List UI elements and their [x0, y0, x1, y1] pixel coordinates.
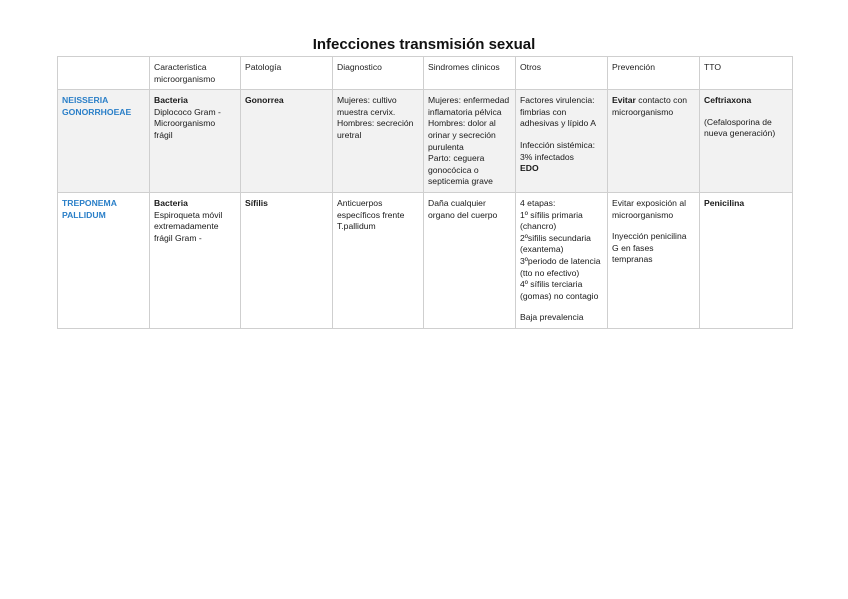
otros-line: 4 etapas:: [520, 197, 556, 208]
prevencion-bold: Evitar: [612, 95, 636, 106]
patologia-cell: [241, 192, 333, 328]
patologia-text: Gonorrea: [245, 95, 284, 106]
sindrome-line: Parto: ceguera gonocócica o septicemia grave: [428, 153, 493, 187]
caracteristica-cell: [150, 90, 241, 193]
patologia-cell: [241, 90, 333, 193]
header-sindromes: Sindromes clinicos: [424, 57, 516, 90]
otros-line: 3ºperiodo de latencia (tto no efectivo): [520, 255, 601, 278]
diagnostico-cell: [333, 192, 424, 328]
tto-drug: Penicilina: [704, 197, 745, 208]
sindrome-line: Mujeres: enfermedad inflamatoria pélvica: [428, 95, 510, 117]
otros-paragraph: Baja prevalencia: [520, 312, 584, 323]
page-title: Infecciones transmisión sexual: [312, 36, 536, 53]
prevencion-paragraph: Inyección penicilina G en fases tempranas: [612, 231, 687, 265]
prevencion-rest: contacto con microorganismo: [612, 95, 688, 117]
header-otros: Otros: [516, 57, 608, 90]
organism-cell: [58, 90, 150, 193]
header-diagnostico: Diagnostico: [333, 57, 424, 90]
prevencion-cell: [608, 192, 700, 328]
tto-cell: [700, 90, 793, 193]
diagnostico-text: Anticuerpos específicos frente T.pallidum: [337, 197, 405, 232]
caracteristica-line: Microorganismo frágil: [154, 118, 216, 140]
header-row: [58, 57, 793, 90]
tto-note: (Cefalosporina de nueva generación): [704, 116, 776, 139]
table-row: [58, 192, 793, 328]
otros-paragraph: Factores virulencia: fimbrias con adhesivas y lípido A: [520, 95, 596, 129]
patologia-text: Sífilis: [245, 197, 268, 208]
diagnostico-text: Mujeres: cultivo muestra cervix. Hombres: secreción uretral: [337, 95, 414, 140]
prevencion-paragraph: Evitar exposición al microorganismo: [612, 197, 687, 220]
header-caracteristica: Caracteristica microorganismo: [150, 57, 241, 90]
caracteristica-line: Espiroqueta móvil extremadamente frágil Gram -: [154, 209, 223, 243]
caracteristica-type: Bacteria: [154, 95, 188, 106]
prevencion-cell: [608, 90, 700, 193]
header-patologia: Patología: [241, 57, 333, 90]
organism-name: NEISSERIA GONORRHOEAE: [62, 95, 132, 117]
otros-cell: [516, 90, 608, 193]
caracteristica-line: Diplococo Gram -: [154, 106, 221, 117]
table-row: [58, 90, 793, 193]
header-prevencion: Prevención: [608, 57, 700, 90]
sti-table: [57, 56, 793, 329]
otros-line: 2ºsifilis secundaria (exantema): [520, 232, 591, 255]
tto-cell: [700, 192, 793, 328]
otros-line: 4º sífilis terciaria (gomas) no contagio: [520, 279, 599, 301]
otros-line: 1º sífilis primaria (chancro): [520, 209, 583, 232]
header-empty: [58, 57, 150, 90]
caracteristica-type: Bacteria: [154, 197, 188, 208]
sindromes-cell: [424, 90, 516, 193]
diagnostico-cell: [333, 90, 424, 193]
otros-paragraph: Infección sistémica: 3% infectados: [520, 139, 595, 162]
otros-cell: [516, 192, 608, 328]
organism-name: TREPONEMA PALLIDUM: [62, 197, 117, 220]
otros-edo: EDO: [520, 163, 539, 174]
tto-drug: Ceftriaxona: [704, 95, 752, 106]
organism-cell: [58, 192, 150, 328]
sindrome-line: Daña cualquier organo del cuerpo: [428, 197, 498, 220]
sindromes-cell: [424, 192, 516, 328]
header-tto: TTO: [700, 57, 793, 90]
sindrome-line: Hombres: dolor al orinar y secreción purulenta: [428, 118, 496, 152]
caracteristica-cell: [150, 192, 241, 328]
